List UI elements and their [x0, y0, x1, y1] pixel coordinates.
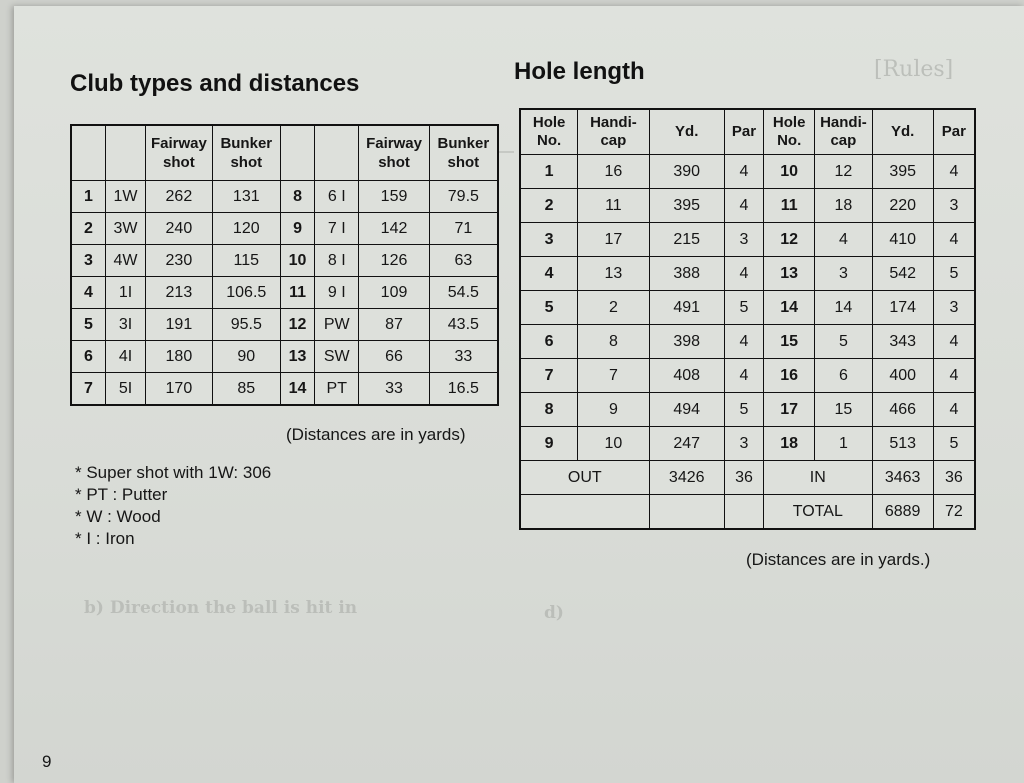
empty-cell	[649, 495, 724, 530]
hole-table-cell: 410	[872, 223, 933, 257]
hole-header-cell: Hole No.	[520, 109, 578, 155]
hole-table-cell: 9	[578, 393, 649, 427]
hole-table-cell: 7	[578, 359, 649, 393]
hole-table-cell: 4	[815, 223, 872, 257]
club-distance-note: (Distances are in yards)	[286, 425, 466, 444]
hole-table-row	[520, 325, 975, 359]
hole-table-row	[520, 359, 975, 393]
club-table-cell: 11	[280, 277, 314, 309]
hole-table-cell: 13	[578, 257, 649, 291]
hole-table-cell: 3	[933, 291, 975, 325]
club-table-cell: 4W	[105, 245, 145, 277]
club-table-cell: 3I	[105, 309, 145, 341]
club-table-cell: 262	[146, 181, 213, 213]
hole-table-cell: 18	[815, 189, 872, 223]
hole-table-cell: 390	[649, 155, 724, 189]
footnote-line: * PT : Putter	[75, 485, 168, 504]
hole-table-cell: 3	[724, 223, 763, 257]
club-table-row	[71, 341, 498, 373]
club-header-cell	[105, 125, 145, 181]
club-table-cell: 12	[280, 309, 314, 341]
hole-header-cell: Yd.	[649, 109, 724, 155]
hole-table-cell: 513	[872, 427, 933, 461]
out-par: 36	[724, 461, 763, 495]
hole-table-row	[520, 291, 975, 325]
empty-cell	[724, 495, 763, 530]
hole-table-row	[520, 393, 975, 427]
hole-table-row	[520, 155, 975, 189]
hole-header-cell: Yd.	[872, 109, 933, 155]
club-table-cell: 63	[429, 245, 498, 277]
hole-table-cell: 10	[578, 427, 649, 461]
hole-table-cell: 466	[872, 393, 933, 427]
club-header-cell	[315, 125, 359, 181]
club-table-cell: 131	[212, 181, 280, 213]
club-table-cell: 1I	[105, 277, 145, 309]
in-label: IN	[764, 461, 872, 495]
hole-header-cell: Hole No.	[764, 109, 815, 155]
hole-table-cell: 3	[815, 257, 872, 291]
club-table-cell: 95.5	[212, 309, 280, 341]
club-table-cell: 4	[71, 277, 105, 309]
club-table-cell: 33	[429, 341, 498, 373]
club-table-row	[71, 245, 498, 277]
hole-table-cell: 4	[933, 223, 975, 257]
club-table-cell: 6	[71, 341, 105, 373]
club-table-cell: 115	[212, 245, 280, 277]
club-table-cell: SW	[315, 341, 359, 373]
hole-table-cell: 18	[764, 427, 815, 461]
club-table-cell: 3	[71, 245, 105, 277]
club-table-row	[71, 309, 498, 341]
club-table-cell: 1	[71, 181, 105, 213]
club-table-cell: 126	[359, 245, 429, 277]
total-par: 72	[933, 495, 975, 530]
club-table-cell: 71	[429, 213, 498, 245]
hole-table-cell: 343	[872, 325, 933, 359]
club-table-cell: 66	[359, 341, 429, 373]
hole-table-cell: 220	[872, 189, 933, 223]
hole-table-cell: 8	[520, 393, 578, 427]
hole-table-cell: 5	[933, 257, 975, 291]
hole-table-cell: 5	[724, 393, 763, 427]
hole-table-cell: 4	[933, 325, 975, 359]
hole-table-cell: 17	[578, 223, 649, 257]
bleed-through-text: b) Direction the ball is hit in	[84, 598, 358, 618]
club-table-cell: 120	[212, 213, 280, 245]
club-table-cell: 16.5	[429, 373, 498, 406]
club-table-cell: PT	[315, 373, 359, 406]
club-table-cell: 5I	[105, 373, 145, 406]
hole-header-cell: Par	[933, 109, 975, 155]
hole-table-cell: 3	[933, 189, 975, 223]
total-yards: 6889	[872, 495, 933, 530]
club-table-cell: 7 I	[315, 213, 359, 245]
club-table-row	[71, 213, 498, 245]
out-label: OUT	[520, 461, 649, 495]
hole-table-cell: 3	[724, 427, 763, 461]
hole-table-cell: 400	[872, 359, 933, 393]
hole-header-cell: Par	[724, 109, 763, 155]
hole-table-cell: 15	[764, 325, 815, 359]
club-table-cell: 213	[146, 277, 213, 309]
hole-table-cell: 4	[724, 189, 763, 223]
club-table-cell: 106.5	[212, 277, 280, 309]
hole-table-cell: 12	[815, 155, 872, 189]
club-table-cell: 9 I	[315, 277, 359, 309]
hole-table-cell: 4	[724, 359, 763, 393]
hole-table-cell: 6	[815, 359, 872, 393]
hole-table-cell: 215	[649, 223, 724, 257]
hole-table-cell: 4	[724, 257, 763, 291]
hole-table-cell: 14	[764, 291, 815, 325]
hole-table-cell: 174	[872, 291, 933, 325]
hole-table-cell: 8	[578, 325, 649, 359]
club-table-cell: 3W	[105, 213, 145, 245]
footnote-line: * Super shot with 1W: 306	[75, 463, 272, 482]
empty-cell	[520, 495, 649, 530]
hole-table-cell: 4	[520, 257, 578, 291]
hole-table-cell: 395	[649, 189, 724, 223]
club-table-cell: 191	[146, 309, 213, 341]
hole-length-table	[519, 108, 976, 530]
club-table-cell: 159	[359, 181, 429, 213]
club-table-cell: 87	[359, 309, 429, 341]
club-table-cell: 14	[280, 373, 314, 406]
hole-table-cell: 12	[764, 223, 815, 257]
hole-table-cell: 5	[933, 427, 975, 461]
hole-table-cell: 2	[578, 291, 649, 325]
club-table-cell: 240	[146, 213, 213, 245]
club-table-cell: 33	[359, 373, 429, 406]
hole-table-cell: 395	[872, 155, 933, 189]
hole-table-cell: 2	[520, 189, 578, 223]
club-table-cell: 8	[280, 181, 314, 213]
hole-table-cell: 16	[764, 359, 815, 393]
hole-table-cell: 17	[764, 393, 815, 427]
hole-table-cell: 13	[764, 257, 815, 291]
hole-table-cell: 5	[724, 291, 763, 325]
hole-distance-note: (Distances are in yards.)	[746, 550, 931, 569]
club-table-row	[71, 373, 498, 406]
total-label: TOTAL	[764, 495, 872, 530]
bleed-through-text: [Rules]	[874, 57, 954, 82]
hole-table-cell: 6	[520, 325, 578, 359]
club-table-cell: PW	[315, 309, 359, 341]
club-table-cell: 5	[71, 309, 105, 341]
club-distance-table	[70, 124, 499, 406]
hole-table-cell: 4	[933, 393, 975, 427]
hole-table-cell: 4	[724, 325, 763, 359]
hole-table-cell: 247	[649, 427, 724, 461]
hole-table-cell: 5	[815, 325, 872, 359]
hole-table-cell: 388	[649, 257, 724, 291]
hole-table-cell: 494	[649, 393, 724, 427]
in-par: 36	[933, 461, 975, 495]
hole-header-cell: Handi-cap	[578, 109, 649, 155]
hole-table-row	[520, 427, 975, 461]
bleed-through-text: d)	[544, 603, 564, 623]
hole-table-cell: 16	[578, 155, 649, 189]
hole-table-row	[520, 223, 975, 257]
club-table-cell: 54.5	[429, 277, 498, 309]
club-table-row	[71, 277, 498, 309]
hole-table-cell: 15	[815, 393, 872, 427]
club-table-cell: 90	[212, 341, 280, 373]
club-header-cell: Fairway shot	[359, 125, 429, 181]
club-table-cell: 7	[71, 373, 105, 406]
club-table-cell: 8 I	[315, 245, 359, 277]
hole-table-cell: 4	[724, 155, 763, 189]
club-table-cell: 85	[212, 373, 280, 406]
club-table-cell: 2	[71, 213, 105, 245]
hole-table-cell: 9	[520, 427, 578, 461]
hole-header-cell: Handi-cap	[815, 109, 872, 155]
club-table-cell: 4I	[105, 341, 145, 373]
club-header-cell: Bunker shot	[429, 125, 498, 181]
club-footnotes	[75, 462, 271, 550]
club-types-title: Club types and distances	[70, 70, 360, 97]
out-in-row	[520, 461, 975, 495]
hole-table-cell: 5	[520, 291, 578, 325]
club-table-row	[71, 181, 498, 213]
club-table-cell: 180	[146, 341, 213, 373]
club-header-cell: Fairway shot	[146, 125, 213, 181]
total-row	[520, 495, 975, 530]
hole-table-cell: 3	[520, 223, 578, 257]
out-yards: 3426	[649, 461, 724, 495]
club-table-cell: 43.5	[429, 309, 498, 341]
hole-table-cell: 11	[764, 189, 815, 223]
hole-table-cell: 1	[815, 427, 872, 461]
club-table-cell: 230	[146, 245, 213, 277]
hole-table-cell: 1	[520, 155, 578, 189]
hole-table-cell: 4	[933, 359, 975, 393]
club-table-cell: 6 I	[315, 181, 359, 213]
club-table-cell: 109	[359, 277, 429, 309]
club-header-cell: Bunker shot	[212, 125, 280, 181]
hole-table-cell: 4	[933, 155, 975, 189]
hole-table-cell: 542	[872, 257, 933, 291]
hole-table-cell: 7	[520, 359, 578, 393]
footnote-line: * W : Wood	[75, 507, 161, 526]
hole-table-row	[520, 189, 975, 223]
club-table-cell: 1W	[105, 181, 145, 213]
bleed-through-text	[114, 624, 514, 744]
footnote-line: * I : Iron	[75, 529, 135, 548]
hole-table-cell: 408	[649, 359, 724, 393]
hole-table-cell: 491	[649, 291, 724, 325]
hole-table-cell: 14	[815, 291, 872, 325]
club-table-cell: 142	[359, 213, 429, 245]
in-yards: 3463	[872, 461, 933, 495]
hole-table-cell: 398	[649, 325, 724, 359]
hole-length-title: Hole length	[514, 58, 645, 85]
hole-table-cell: 11	[578, 189, 649, 223]
club-table-cell: 10	[280, 245, 314, 277]
club-table-cell: 170	[146, 373, 213, 406]
club-header-cell	[280, 125, 314, 181]
page-number: 9	[42, 752, 52, 771]
club-table-cell: 79.5	[429, 181, 498, 213]
club-table-cell: 9	[280, 213, 314, 245]
hole-table-row	[520, 257, 975, 291]
hole-table-cell: 10	[764, 155, 815, 189]
club-table-cell: 13	[280, 341, 314, 373]
club-header-cell	[71, 125, 105, 181]
